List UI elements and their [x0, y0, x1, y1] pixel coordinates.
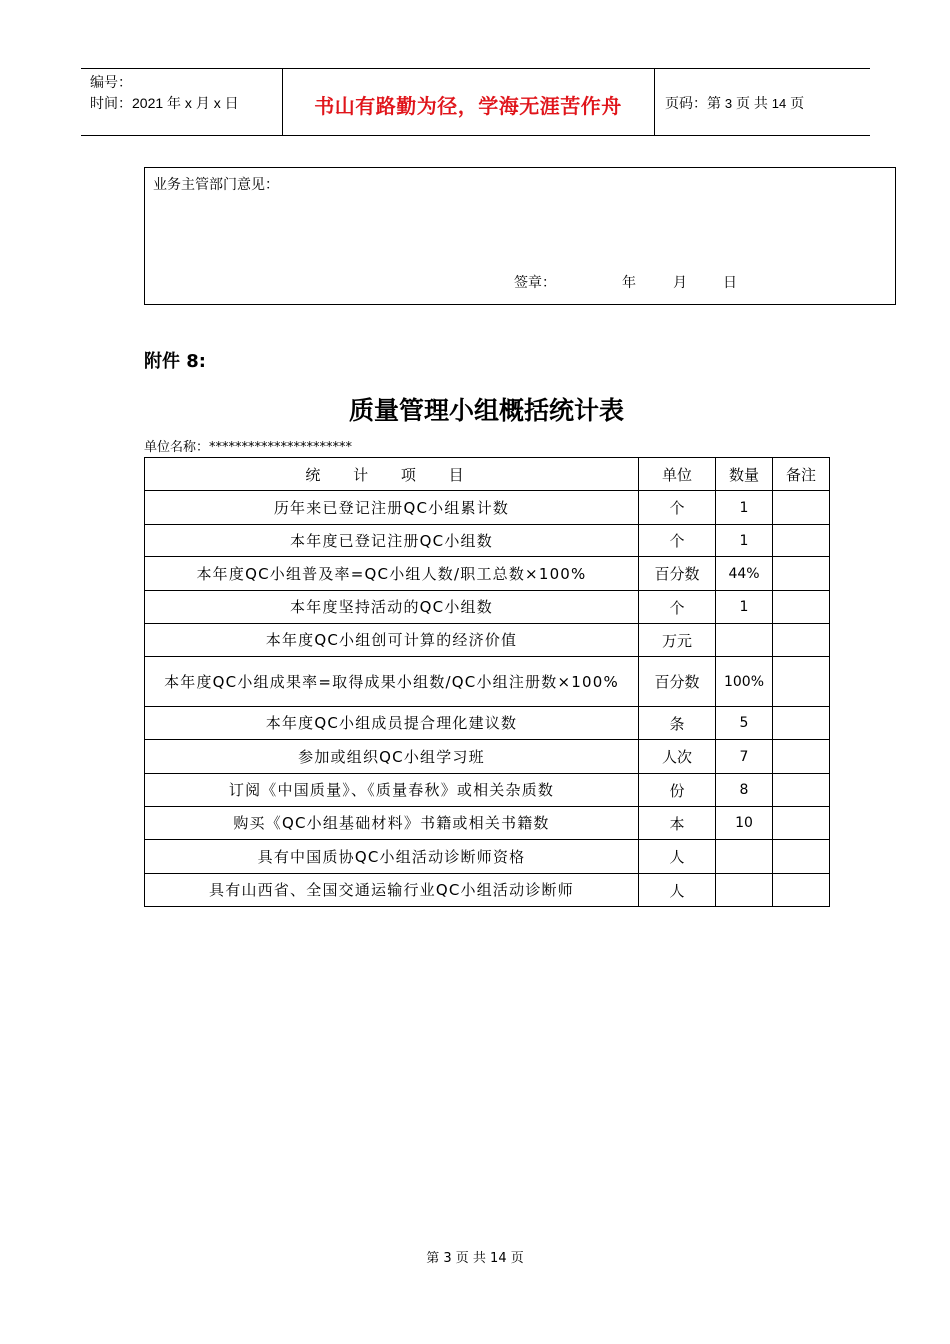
quantity-cell: 7	[716, 740, 773, 774]
table-row	[145, 807, 830, 840]
unit-cell: 人	[639, 840, 716, 874]
table-row	[145, 657, 830, 707]
item-cell: 具有中国质协QC小组活动诊断师资格	[145, 840, 639, 874]
qc-statistics-table	[144, 457, 830, 907]
opinion-label: 业务主管部门意见：	[153, 177, 279, 193]
item-cell: 具有山西省、全国交通运输行业QC小组活动诊断师	[145, 874, 639, 907]
item-cell: 购买《QC小组基础材料》书籍或相关书籍数	[145, 807, 639, 840]
table-row	[145, 491, 830, 525]
note-cell	[773, 807, 830, 840]
unit-cell: 百分数	[639, 557, 716, 591]
department-opinion-box	[144, 167, 896, 305]
unit-cell: 个	[639, 525, 716, 557]
table-row	[145, 707, 830, 740]
quantity-cell	[716, 874, 773, 907]
unit-cell: 条	[639, 707, 716, 740]
note-cell	[773, 874, 830, 907]
note-cell	[773, 591, 830, 624]
item-cell: 订阅《中国质量》、《质量春秋》或相关杂质数	[145, 774, 639, 807]
header-bottom-rule	[81, 135, 870, 136]
table-row	[145, 874, 830, 907]
header-divider	[654, 68, 655, 136]
page-current: 3	[724, 96, 733, 111]
quantity-cell: 8	[716, 774, 773, 807]
header-page-indicator	[665, 93, 804, 113]
quantity-cell: 44%	[716, 557, 773, 591]
unit-cell: 人	[639, 874, 716, 907]
column-header-unit: 单位	[639, 458, 716, 491]
item-cell: 参加或组织QC小组学习班	[145, 740, 639, 774]
note-cell	[773, 774, 830, 807]
item-cell: 本年度QC小组成员提合理化建议数	[145, 707, 639, 740]
quantity-cell: 5	[716, 707, 773, 740]
note-cell	[773, 557, 830, 591]
table-row	[145, 557, 830, 591]
unit-cell: 万元	[639, 624, 716, 657]
quantity-cell: 100%	[716, 657, 773, 707]
quantity-cell: 1	[716, 591, 773, 624]
table-row	[145, 840, 830, 874]
note-cell	[773, 740, 830, 774]
note-cell	[773, 707, 830, 740]
quantity-cell	[716, 624, 773, 657]
note-cell	[773, 657, 830, 707]
attachment-heading: 附件 8:	[144, 351, 206, 372]
quantity-cell: 1	[716, 491, 773, 525]
table-row	[145, 774, 830, 807]
table-header-row	[145, 458, 830, 491]
unit-cell: 百分数	[639, 657, 716, 707]
item-cell: 本年度QC小组创可计算的经济价值	[145, 624, 639, 657]
month-label: 月	[673, 275, 687, 291]
column-header-item: 统 计 项 目	[145, 458, 639, 491]
table-row	[145, 591, 830, 624]
quantity-cell: 10	[716, 807, 773, 840]
day-label: 日	[723, 275, 737, 291]
column-header-quantity: 数量	[716, 458, 773, 491]
header-top-rule	[81, 68, 870, 69]
page-total: 14	[771, 96, 787, 111]
seal-label: 签章：	[514, 275, 556, 291]
table-row	[145, 525, 830, 557]
header-meta	[90, 72, 239, 114]
page-prefix: 页码：第	[665, 95, 721, 111]
item-cell: 本年度QC小组普及率=QC小组人数/职工总数×100%	[145, 557, 639, 591]
note-cell	[773, 525, 830, 557]
unit-cell: 人次	[639, 740, 716, 774]
note-cell	[773, 491, 830, 525]
item-cell: 本年度QC小组成果率=取得成果小组数/QC小组注册数×100%	[145, 657, 639, 707]
page-footer: 第 3 页 共 14 页	[426, 1251, 524, 1266]
date-label: 时间：2021 年 x 月 x 日	[90, 95, 239, 111]
year-label: 年	[622, 275, 636, 291]
page-suffix: 页	[790, 95, 805, 111]
unit-cell: 个	[639, 491, 716, 525]
page-mid: 页 共	[736, 95, 768, 111]
document-title: 质量管理小组概括统计表	[348, 396, 624, 425]
item-cell: 本年度已登记注册QC小组数	[145, 525, 639, 557]
item-cell: 本年度坚持活动的QC小组数	[145, 591, 639, 624]
note-cell	[773, 624, 830, 657]
serial-number-label: 编号：	[90, 74, 132, 90]
table-row	[145, 740, 830, 774]
unit-cell: 本	[639, 807, 716, 840]
note-cell	[773, 840, 830, 874]
unit-name-line: 单位名称：**********************	[144, 440, 353, 455]
item-cell: 历年来已登记注册QC小组累计数	[145, 491, 639, 525]
unit-cell: 份	[639, 774, 716, 807]
unit-cell: 个	[639, 591, 716, 624]
column-header-note: 备注	[773, 458, 830, 491]
quantity-cell: 1	[716, 525, 773, 557]
header-motto: 书山有路勤为径，学海无涯苦作舟	[314, 94, 622, 118]
table-row	[145, 624, 830, 657]
quantity-cell	[716, 840, 773, 874]
